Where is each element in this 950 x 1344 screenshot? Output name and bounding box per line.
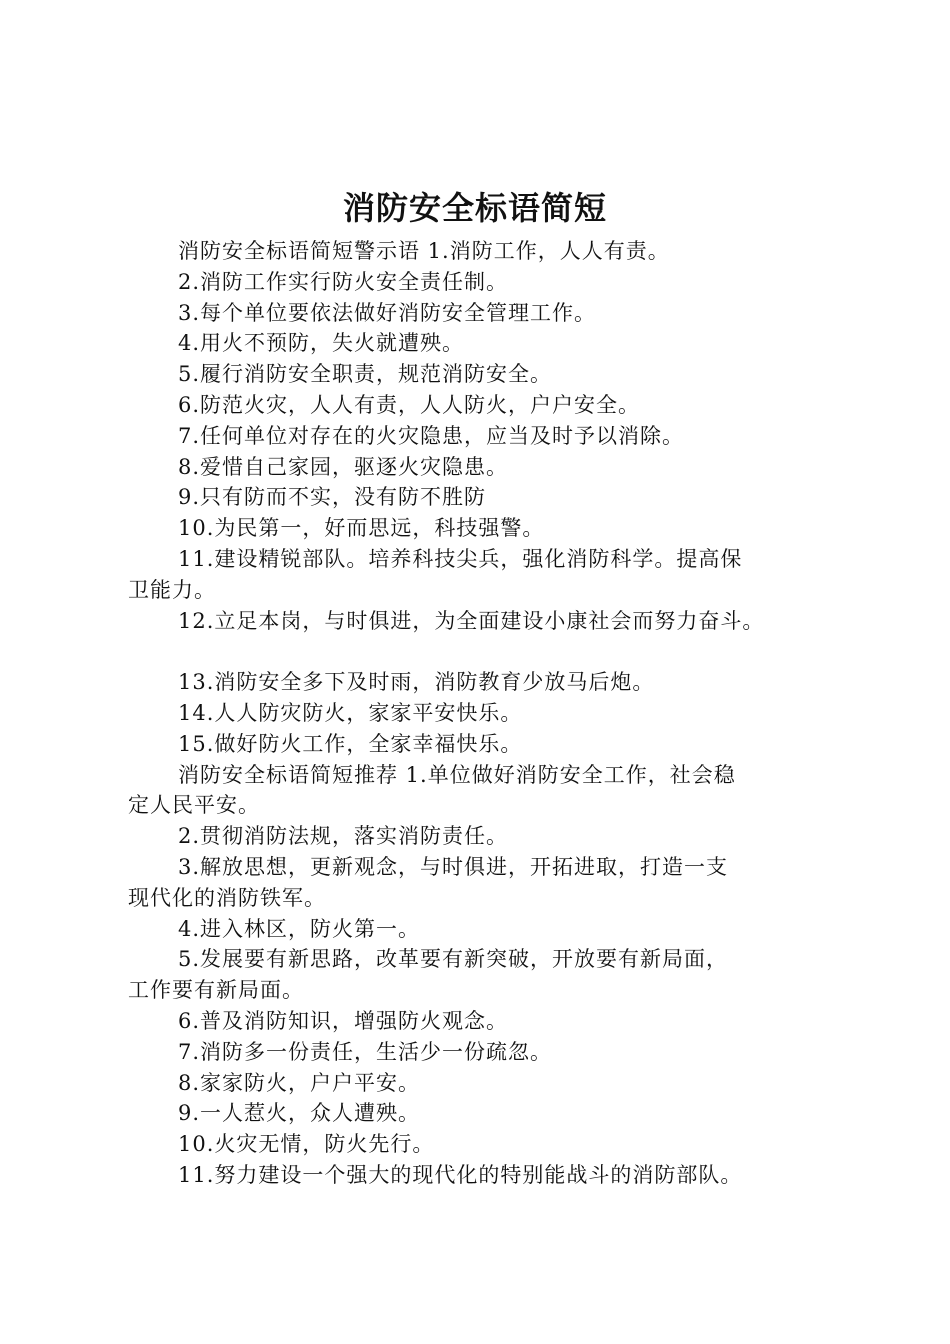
text-line: 11.努力建设一个强大的现代化的特别能战斗的消防部队。	[178, 1162, 743, 1187]
document-title: 消防安全标语简短	[342, 189, 607, 227]
text-line: 工作要有新局面。	[128, 978, 304, 1003]
text-line: 6.防范火灾，人人有责，人人防火，户户安全。	[178, 392, 641, 417]
text-line: 5.发展要有新思路，改革要有新突破，开放要有新局面，	[178, 947, 729, 972]
text-line: 13.消防安全多下及时雨，消防教育少放马后炮。	[178, 670, 655, 695]
text-line: 7.消防多一份责任，生活少一份疏忽。	[178, 1039, 553, 1064]
document-body	[128, 236, 848, 1191]
text-line: 8.家家防火，户户平安。	[178, 1070, 421, 1095]
text-line: 消防安全标语简短推荐 1.单位做好消防安全工作，社会稳	[178, 762, 736, 787]
text-line: 9.一人惹火，众人遭殃。	[178, 1101, 421, 1126]
text-line: 定人民平安。	[128, 793, 260, 818]
text-line: 8.爱惜自己家园，驱逐火灾隐患。	[178, 454, 509, 479]
blank-line	[128, 636, 848, 667]
text-line: 卫能力。	[128, 577, 216, 602]
text-line: 10.为民第一，好而思远，科技强警。	[178, 516, 545, 541]
text-line: 2.贯彻消防法规，落实消防责任。	[178, 824, 509, 849]
text-line: 10.火灾无情，防火先行。	[178, 1132, 435, 1157]
text-line: 9.只有防而不实，没有防不胜防	[178, 485, 487, 510]
text-line: 3.每个单位要依法做好消防安全管理工作。	[178, 300, 597, 325]
text-line: 14.人人防灾防火，家家平安快乐。	[178, 700, 523, 725]
text-line: 7.任何单位对存在的火灾隐患，应当及时予以消除。	[178, 423, 685, 448]
text-line: 4.进入林区，防火第一。	[178, 916, 421, 941]
text-line: 4.用火不预防，失火就遭殃。	[178, 331, 465, 356]
text-line: 2.消防工作实行防火安全责任制。	[178, 269, 509, 294]
text-line: 5.履行消防安全职责，规范消防安全。	[178, 362, 553, 387]
text-line: 11.建设精锐部队。培养科技尖兵，强化消防科学。提高保	[178, 546, 743, 571]
text-line: 12.立足本岗，与时俱进，为全面建设小康社会而努力奋斗。	[178, 608, 765, 633]
text-line: 现代化的消防铁军。	[128, 885, 326, 910]
text-line: 6.普及消防知识，增强防火观念。	[178, 1008, 509, 1033]
text-line: 3.解放思想，更新观念，与时俱进，开拓进取，打造一支	[178, 854, 729, 879]
text-line: 消防安全标语简短警示语 1.消防工作，人人有责。	[178, 239, 670, 263]
text-line: 15.做好防火工作，全家幸福快乐。	[178, 731, 523, 756]
